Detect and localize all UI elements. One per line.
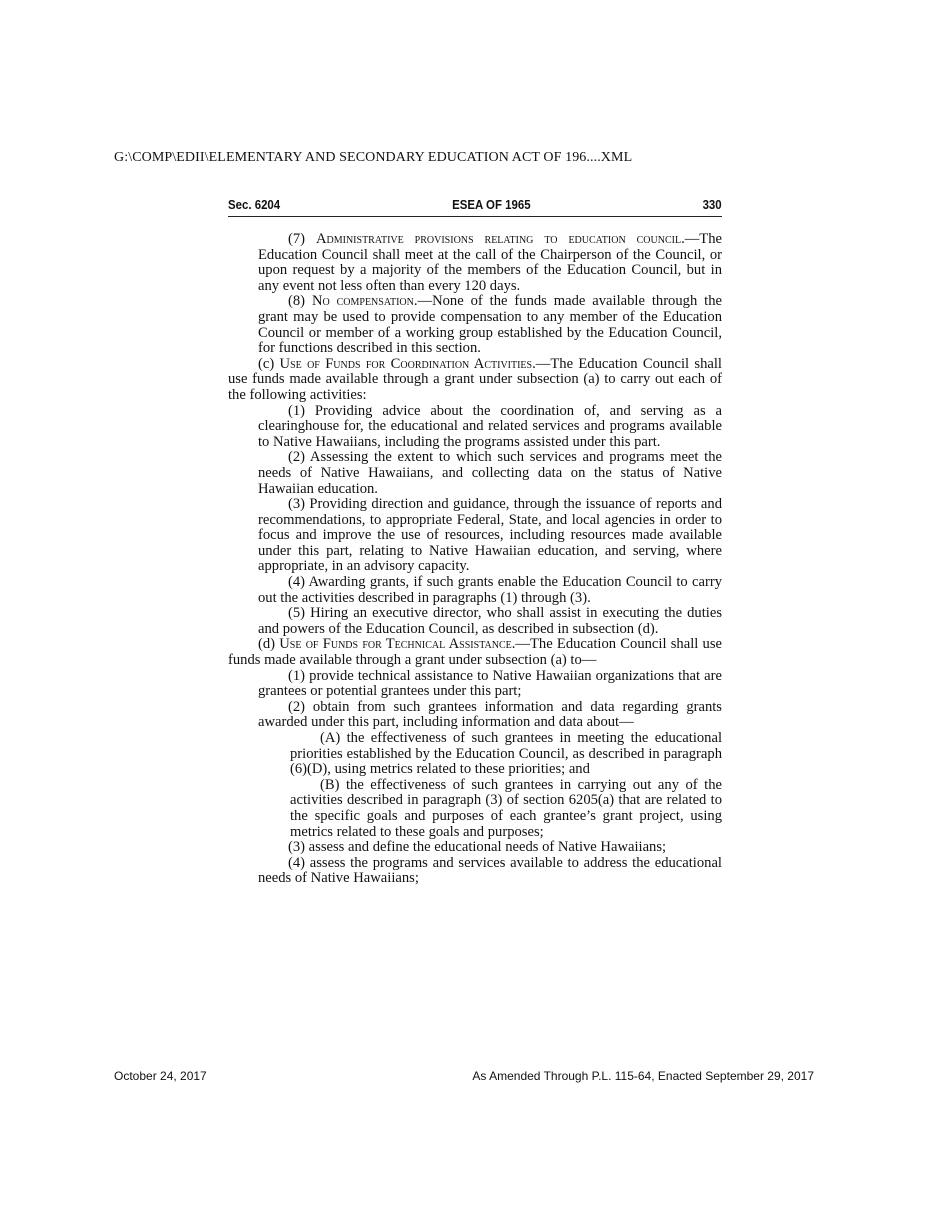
c-item-2: (2) Assessing the extent to which such services and programs meet the needs of Native Hawaiians, and collecting data on the status of Native Hawaiian education. (258, 449, 722, 497)
document-body (228, 232, 722, 887)
c-item-4: (4) Awarding grants, if such grants enable the Education Council to carry out the activities described in paragraphs (1) through (3). (258, 574, 722, 606)
footer-amended: As Amended Through P.L. 115-64, Enacted September 29, 2017 (472, 1069, 814, 1083)
paragraph-8: (8) No compensation.—None of the funds made available through the grant may be used to provide compensation to any member of the Education Council or member of a working group established by the Education Council, for functions described in this section. (258, 293, 722, 357)
subsection-d: (d) Use of Funds for Technical Assistance.—The Education Council shall use funds made available through a grant under subsection (a) to— (228, 636, 723, 669)
running-head (228, 197, 722, 212)
d-item-2-B: (B) the effectiveness of such grantees in carrying out any of the activities described in paragraph (3) of section 6205(a) that are related to the specific goals and purposes of each grantee’s grant project, using metrics related to these goals and purposes; (290, 776, 722, 840)
section-number: Sec. 6204 (228, 197, 281, 212)
d-item-2-A: (A) the effectiveness of such grantees in meeting the educational priorities established by the Education Council, as described in paragraph (6)(D), using metrics related to these priorities; and (290, 730, 722, 778)
d-item-4: (4) assess the programs and services available to address the educational needs of Native Hawaiians; (258, 854, 722, 887)
d-item-3: (3) assess and define the educational needs of Native Hawaiians; (288, 839, 667, 856)
file-path-header: G:\COMP\EDII\ELEMENTARY AND SECONDARY EDUCATION ACT OF 196....XML (114, 150, 633, 165)
header-rule (228, 216, 722, 217)
footer-date: October 24, 2017 (114, 1069, 207, 1083)
paragraph-7: (7) Administrative provisions relating to education council.—The Education Council shall meet at the call of the Chairperson of the Council, or upon request by a majority of the members of the Education Council, but in any event not less often than every 120 days. (258, 231, 722, 294)
d-item-1: (1) provide technical assistance to Native Hawaiian organizations that are grantees or potential grantees under this part; (258, 667, 722, 700)
d-item-2: (2) obtain from such grantees information and data regarding grants awarded under this part, including information and data about— (258, 698, 722, 731)
c-item-3: (3) Providing direction and guidance, through the issuance of reports and recommendations, to appropriate Federal, State, and local agencies in order to focus and improve the use of resources, including resources made available under this part, relating to Native Hawaiian education, and serving, where appropriate, in an advisory capacity. (258, 496, 722, 575)
page-number: 330 (702, 197, 722, 212)
act-title: ESEA OF 1965 (452, 197, 531, 212)
c-item-1: (1) Providing advice about the coordination of, and serving as a clearinghouse for, the educational and related services and programs available to Native Hawaiians, including the programs assisted under this part. (258, 402, 722, 450)
c-item-5: (5) Hiring an executive director, who shall assist in executing the duties and powers of the Education Council, as described in subsection (d). (258, 605, 722, 637)
subsection-c: (c) Use of Funds for Coordination Activities.—The Education Council shall use funds made available through a grant under subsection (a) to carry out each of the following activities: (228, 355, 722, 403)
